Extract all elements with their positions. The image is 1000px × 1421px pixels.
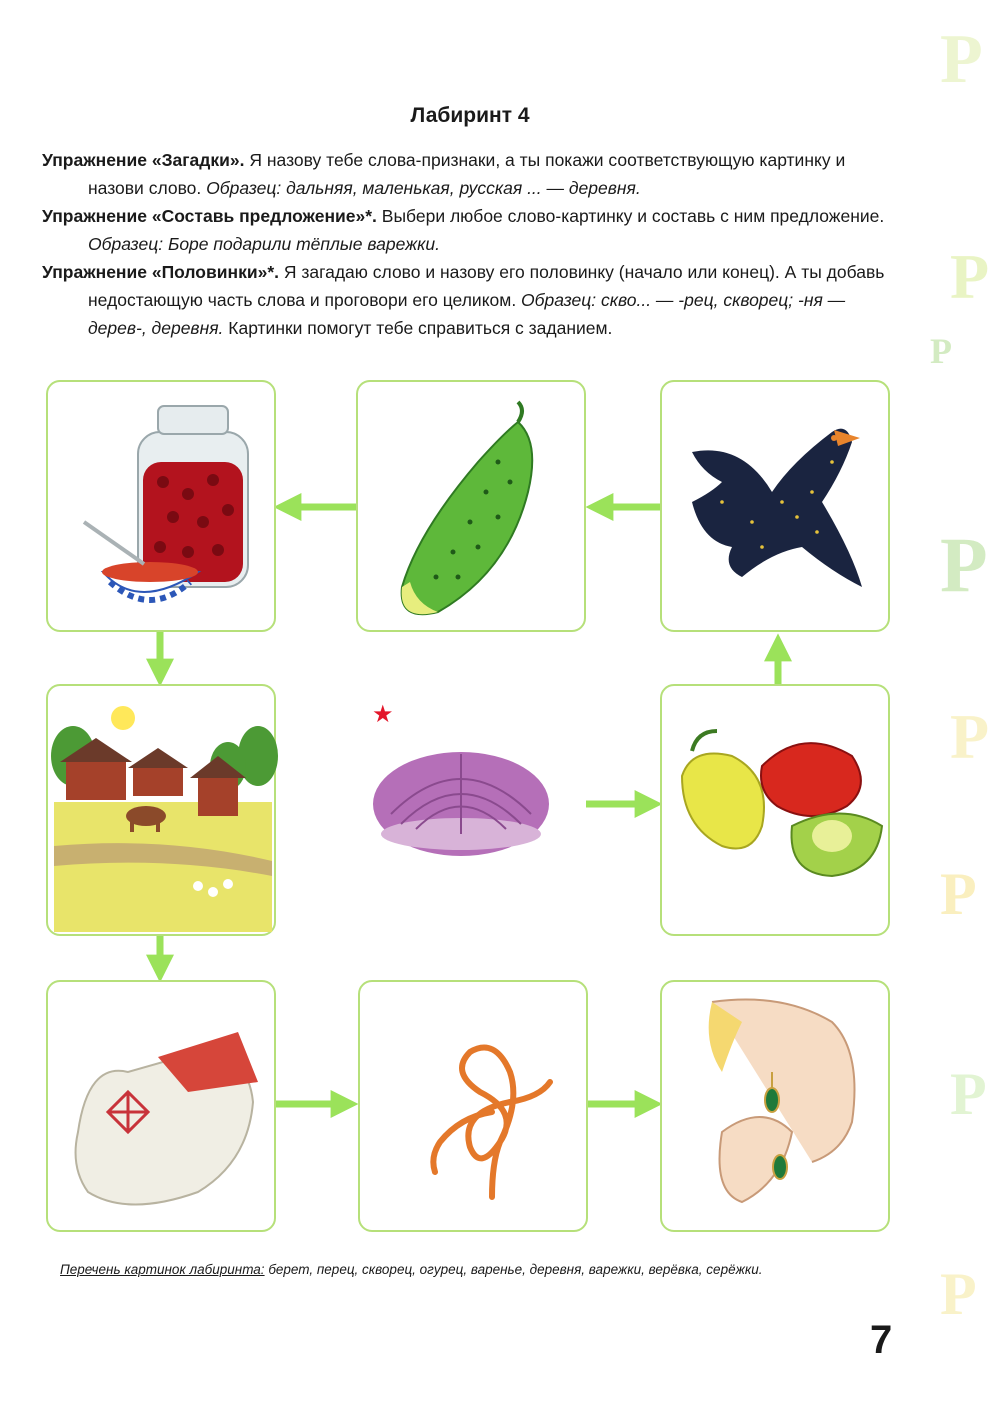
exercise-name: Упражнение «Составь предложение»*. — [42, 206, 377, 226]
exercise-text-after: Картинки помогут тебе справиться с заданием. — [223, 318, 613, 338]
mittens-card[interactable] — [46, 980, 276, 1232]
side-decoration: P P P P P P P P — [930, 21, 990, 1327]
picture-list-items: берет, перец, скворец, огурец, варенье, деревня, варежки, верёвка, серёжки. — [264, 1262, 763, 1277]
exercise-text: Я загадаю слово и назову его половинку (начало или конец). А ты добавь недостающую часть слова и проговори его целиком. — [88, 262, 885, 310]
page-number: 7 — [870, 1318, 893, 1362]
earrings-icon — [662, 982, 892, 1234]
picture-list — [60, 1262, 763, 1277]
rope-card[interactable] — [358, 980, 588, 1232]
exercise-example: Образец: скво... — -рец, скворец; -ня — дерев-, деревня. — [88, 290, 846, 338]
page-title: Лабиринт 4 — [410, 104, 530, 127]
bell-pepper-icon — [662, 686, 892, 938]
exercise-name: Упражнение «Загадки». — [42, 150, 245, 170]
exercise-text: Выбери любое слово-картинку и составь с ним предложение. — [376, 206, 885, 226]
rope-knot-icon — [360, 982, 590, 1234]
pepper-card[interactable] — [660, 684, 890, 936]
jam-card[interactable] — [46, 380, 276, 632]
starling-card[interactable] — [660, 380, 890, 632]
cucumber-card[interactable] — [356, 380, 586, 632]
cucumber-icon — [358, 382, 588, 634]
picture-list-label: Перечень картинок лабиринта: — [60, 1262, 265, 1277]
jam-jar-icon — [48, 382, 278, 634]
exercise-name: Упражнение «Половинки»*. — [42, 262, 279, 282]
village-icon — [48, 686, 278, 938]
village-card[interactable] — [46, 684, 276, 936]
earrings-card[interactable] — [660, 980, 890, 1232]
starling-bird-icon — [662, 382, 892, 634]
exercise-example: Образец: дальняя, маленькая, русская ... — деревня. — [206, 178, 641, 198]
exercise-example: Образец: Боре подарили тёплые варежки. — [88, 234, 441, 254]
exercise-text: Я назову тебе слова-признаки, а ты покажи соответствующую картинку и назови слово. — [88, 150, 846, 198]
start-star-icon: ★ — [372, 701, 394, 728]
mitten-icon — [48, 982, 278, 1234]
